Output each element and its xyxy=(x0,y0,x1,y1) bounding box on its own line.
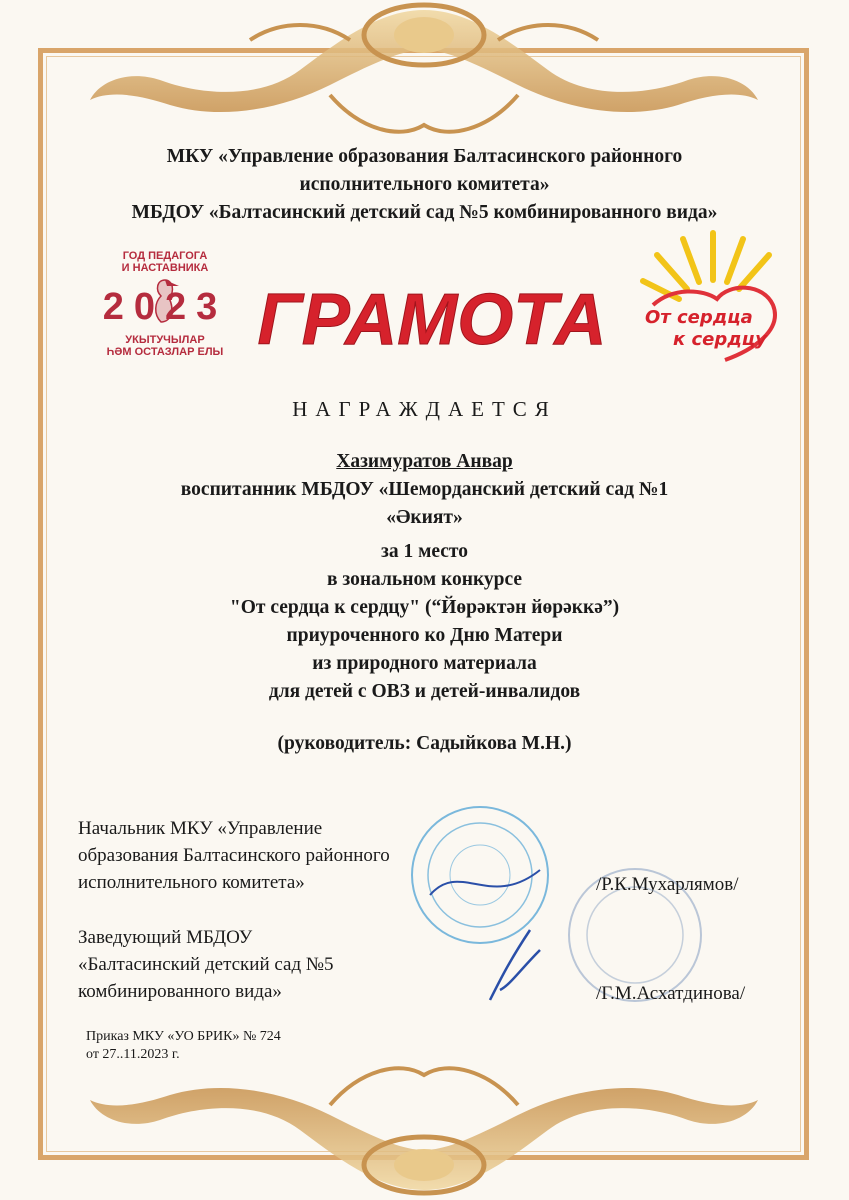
header-line-1: МКУ «Управление образования Балтасинского районного xyxy=(166,146,683,167)
order-line-2: от 27..11.2023 г. xyxy=(86,1047,180,1062)
recipient-role-line-2: «Әкият» xyxy=(386,507,463,528)
from-heart-to-heart-logo xyxy=(633,225,793,365)
logo-left-bottom-line-1: УКЫТУЧЫЛАР xyxy=(125,334,205,346)
logo-left-bottom-line-2: ҺӘМ ОСТАЗЛАР ЕЛЫ xyxy=(106,346,224,358)
signature-1-name: /Р.К.Мухарлямов/ xyxy=(596,874,739,895)
achievement-block xyxy=(100,538,749,706)
logo-left-top-line-2: И НАСТАВНИКА xyxy=(121,262,209,274)
signature-1-title-line-2: образования Балтасинского районного xyxy=(78,845,390,866)
bottom-ornament xyxy=(0,1030,849,1200)
signature-1-title-line-3: исполнительного комитета» xyxy=(78,872,305,893)
achievement-place: за 1 место xyxy=(381,541,468,562)
signature-2-title-line-1: Заведующий МБДОУ xyxy=(78,927,253,948)
header-line-3: МБДОУ «Балтасинский детский сад №5 комбинированного вида» xyxy=(131,202,718,223)
supervisor-line: (руководитель: Садыйкова М.Н.) xyxy=(277,733,572,754)
signature-2-name: /Г.М.Асхатдинова/ xyxy=(596,983,746,1004)
achievement-contest: в зональном конкурсе xyxy=(326,569,523,590)
organization-header xyxy=(60,143,789,227)
logo-right-line-1: От сердца xyxy=(645,307,753,328)
title-text: ГРАМОТА xyxy=(257,280,607,358)
certificate-title xyxy=(250,278,615,358)
signature-2-title xyxy=(78,924,418,1005)
logo-left-year: 2023 xyxy=(102,286,228,328)
logo-right-line-2: к сердцу xyxy=(673,329,767,350)
recipient-role-line-1: воспитанник МБДОУ «Шеморданский детский сад №1 xyxy=(180,479,669,500)
signature-2-title-line-2: «Балтасинский детский сад №5 xyxy=(78,954,334,975)
top-ornament xyxy=(0,0,849,160)
header-line-2: исполнительного комитета» xyxy=(299,174,550,195)
signature-2-title-line-3: комбинированного вида» xyxy=(78,981,282,1002)
achievement-material: из природного материала xyxy=(312,653,537,674)
logo-left-top-line-1: ГОД ПЕДАГОГА xyxy=(122,250,208,262)
awarded-label: НАГРАЖДАЕТСЯ xyxy=(292,397,557,421)
signature-1-title-line-1: Начальник МКУ «Управление xyxy=(78,818,323,839)
recipient-block xyxy=(100,448,749,532)
signature-1-title xyxy=(78,815,418,896)
signature-mark xyxy=(480,920,550,1010)
year-of-teacher-logo xyxy=(100,250,230,375)
achievement-audience: для детей с ОВЗ и детей-инвалидов xyxy=(268,681,581,702)
recipient-name: Хазимуратов Анвар xyxy=(336,451,513,472)
achievement-dedication: приуроченного ко Дню Матери xyxy=(286,625,563,646)
achievement-contest-name: "От сердца к сердцу" (“Йөрәктән йөрәккә”) xyxy=(229,597,620,618)
order-line-1: Приказ МКУ «УО БРИК» № 724 xyxy=(86,1029,281,1044)
